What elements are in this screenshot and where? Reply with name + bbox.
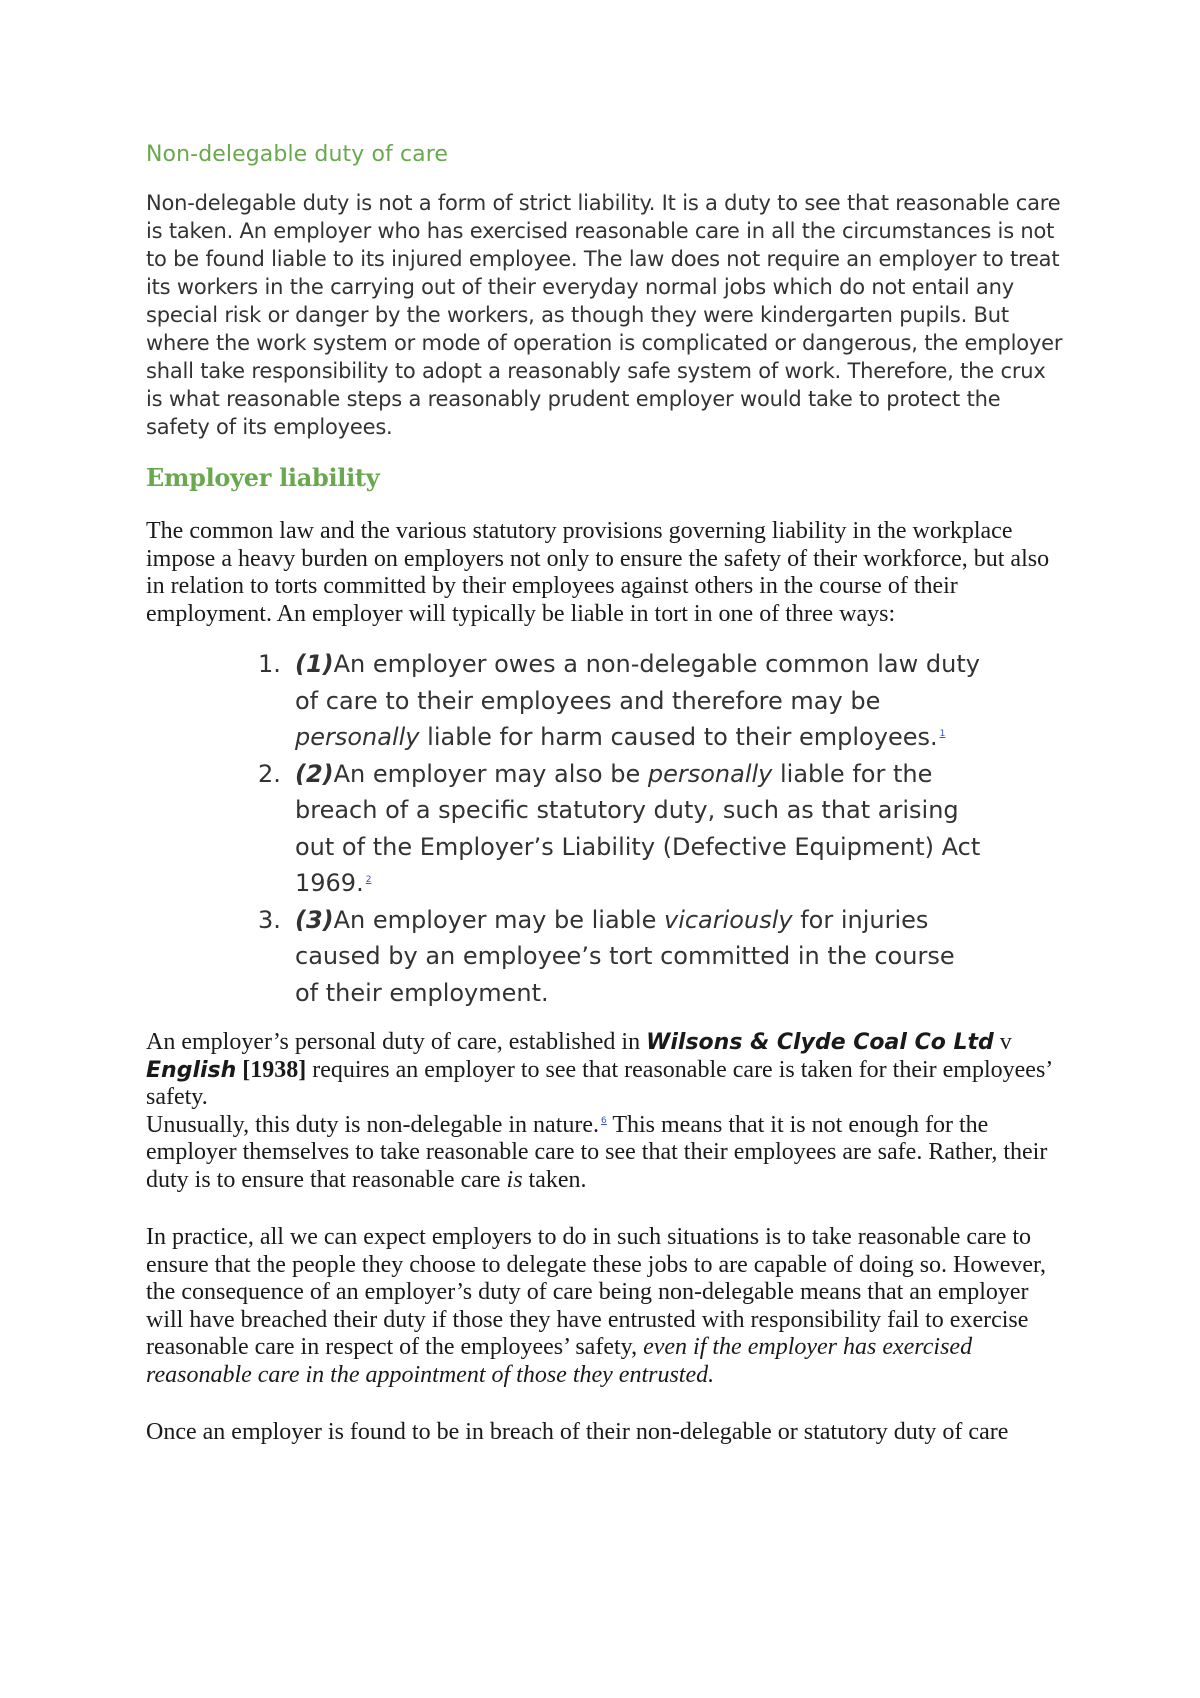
list-emphasis: personally: [295, 723, 420, 751]
list-text: An employer may also be: [333, 759, 648, 788]
paragraph-in-practice: [146, 1224, 1066, 1389]
list-number: 2.: [258, 759, 281, 788]
text: This means that it is not enough for the employer themselves to take reasonable care to see that their employees are safe. Rather, their duty is to ensure that reasonable care: [146, 1111, 1048, 1193]
list-emphasis: personally: [647, 759, 773, 788]
versus: v: [993, 1029, 1012, 1055]
list-item: [258, 756, 985, 902]
heading-non-delegable-duty: Non-delegable duty of care: [146, 142, 449, 167]
text: taken.: [522, 1166, 587, 1193]
list-number: 1.: [258, 650, 281, 678]
paragraph-non-delegable-duty: Non-delegable duty is not a form of strict liability. It is a duty to see that reasonable care is taken. An employer who has exercised reasonable care in all the circumstances is not to be found liable to its injured employee. The law does not require an employer to treat its workers in the carrying out of their everyday normal jobs which do not entail any special risk or danger by the workers, as though they were kindergarten pupils. But where the work system or mode of operation is complicated or dangerous, the employer shall take responsibility to adopt a reasonably safe system of work. Therefore, the crux is what reasonable steps a reasonably prudent employer would take to protect the safety of its employees.: [146, 191, 1063, 439]
paragraph-employer-liability-intro: The common law and the various statutory provisions governing liability in the workplace impose a heavy burden on employers not only to ensure the safety of their workforce, but also in relation to torts committed by their employees against others in the course of their employment. An employer will typically be liable in tort in one of three ways:: [146, 518, 1050, 627]
case-name: Wilsons & Clyde Coal Co Ltd: [646, 1030, 994, 1055]
list-emphasis: vicariously: [663, 905, 793, 934]
document-content: [146, 142, 1066, 1447]
list-item: [258, 902, 985, 1012]
footnote-link[interactable]: 1: [939, 729, 946, 739]
footnote-link[interactable]: 2: [365, 875, 372, 885]
liability-ways-list: [146, 646, 1066, 1011]
text: An employer’s personal duty of care, established in: [146, 1029, 647, 1055]
list-marker: (2): [295, 759, 334, 788]
list-marker: (1): [295, 650, 334, 678]
case-year: [1938]: [236, 1056, 307, 1083]
emphasis: is: [506, 1166, 523, 1193]
list-text: liable for harm caused to their employees.: [419, 723, 938, 751]
list-marker: (3): [295, 905, 334, 934]
paragraph-personal-duty: [146, 1029, 1066, 1112]
list-text: An employer may be liable: [333, 905, 664, 934]
heading-employer-liability: Employer liability: [146, 463, 380, 492]
text: In practice, all we can expect employers to do in such situations is to take reasonable care to ensure that the people they choose to delegate these jobs to are capable of doing so. However, the consequence of an employer’s duty of care being non-delegable means that an employer will have breached their duty if those they have entrusted with responsibility fail to exercise reasonable care in respect of the employees’ safety,: [146, 1224, 1047, 1360]
emphasis: even if the employer has exercised reasonable care in the appointment of those they entrusted.: [146, 1334, 973, 1388]
list-item: [258, 646, 985, 756]
case-name: English: [146, 1057, 237, 1083]
paragraph-non-delegable-nature: [146, 1112, 1066, 1195]
text: requires an employer to see that reasonable care is taken for their employees’ safety.: [146, 1056, 1052, 1110]
list-text: An employer owes a non-delegable common law duty of care to their employees and therefore may be: [295, 650, 980, 715]
text: Unusually, this duty is non-delegable in nature.: [146, 1111, 600, 1138]
paragraph-breach: Once an employer is found to be in breach of their non-delegable or statutory duty of care: [146, 1419, 1009, 1445]
list-number: 3.: [258, 905, 281, 934]
list-text: liable for the breach of a specific statutory duty, such as that arising out of the Employer’s Liability (Defective Equipment) Act 1969.: [295, 759, 981, 897]
footnote-link[interactable]: 6: [601, 1115, 607, 1126]
list-text: for injuries caused by an employee’s tort committed in the course of their employment.: [295, 905, 955, 1007]
